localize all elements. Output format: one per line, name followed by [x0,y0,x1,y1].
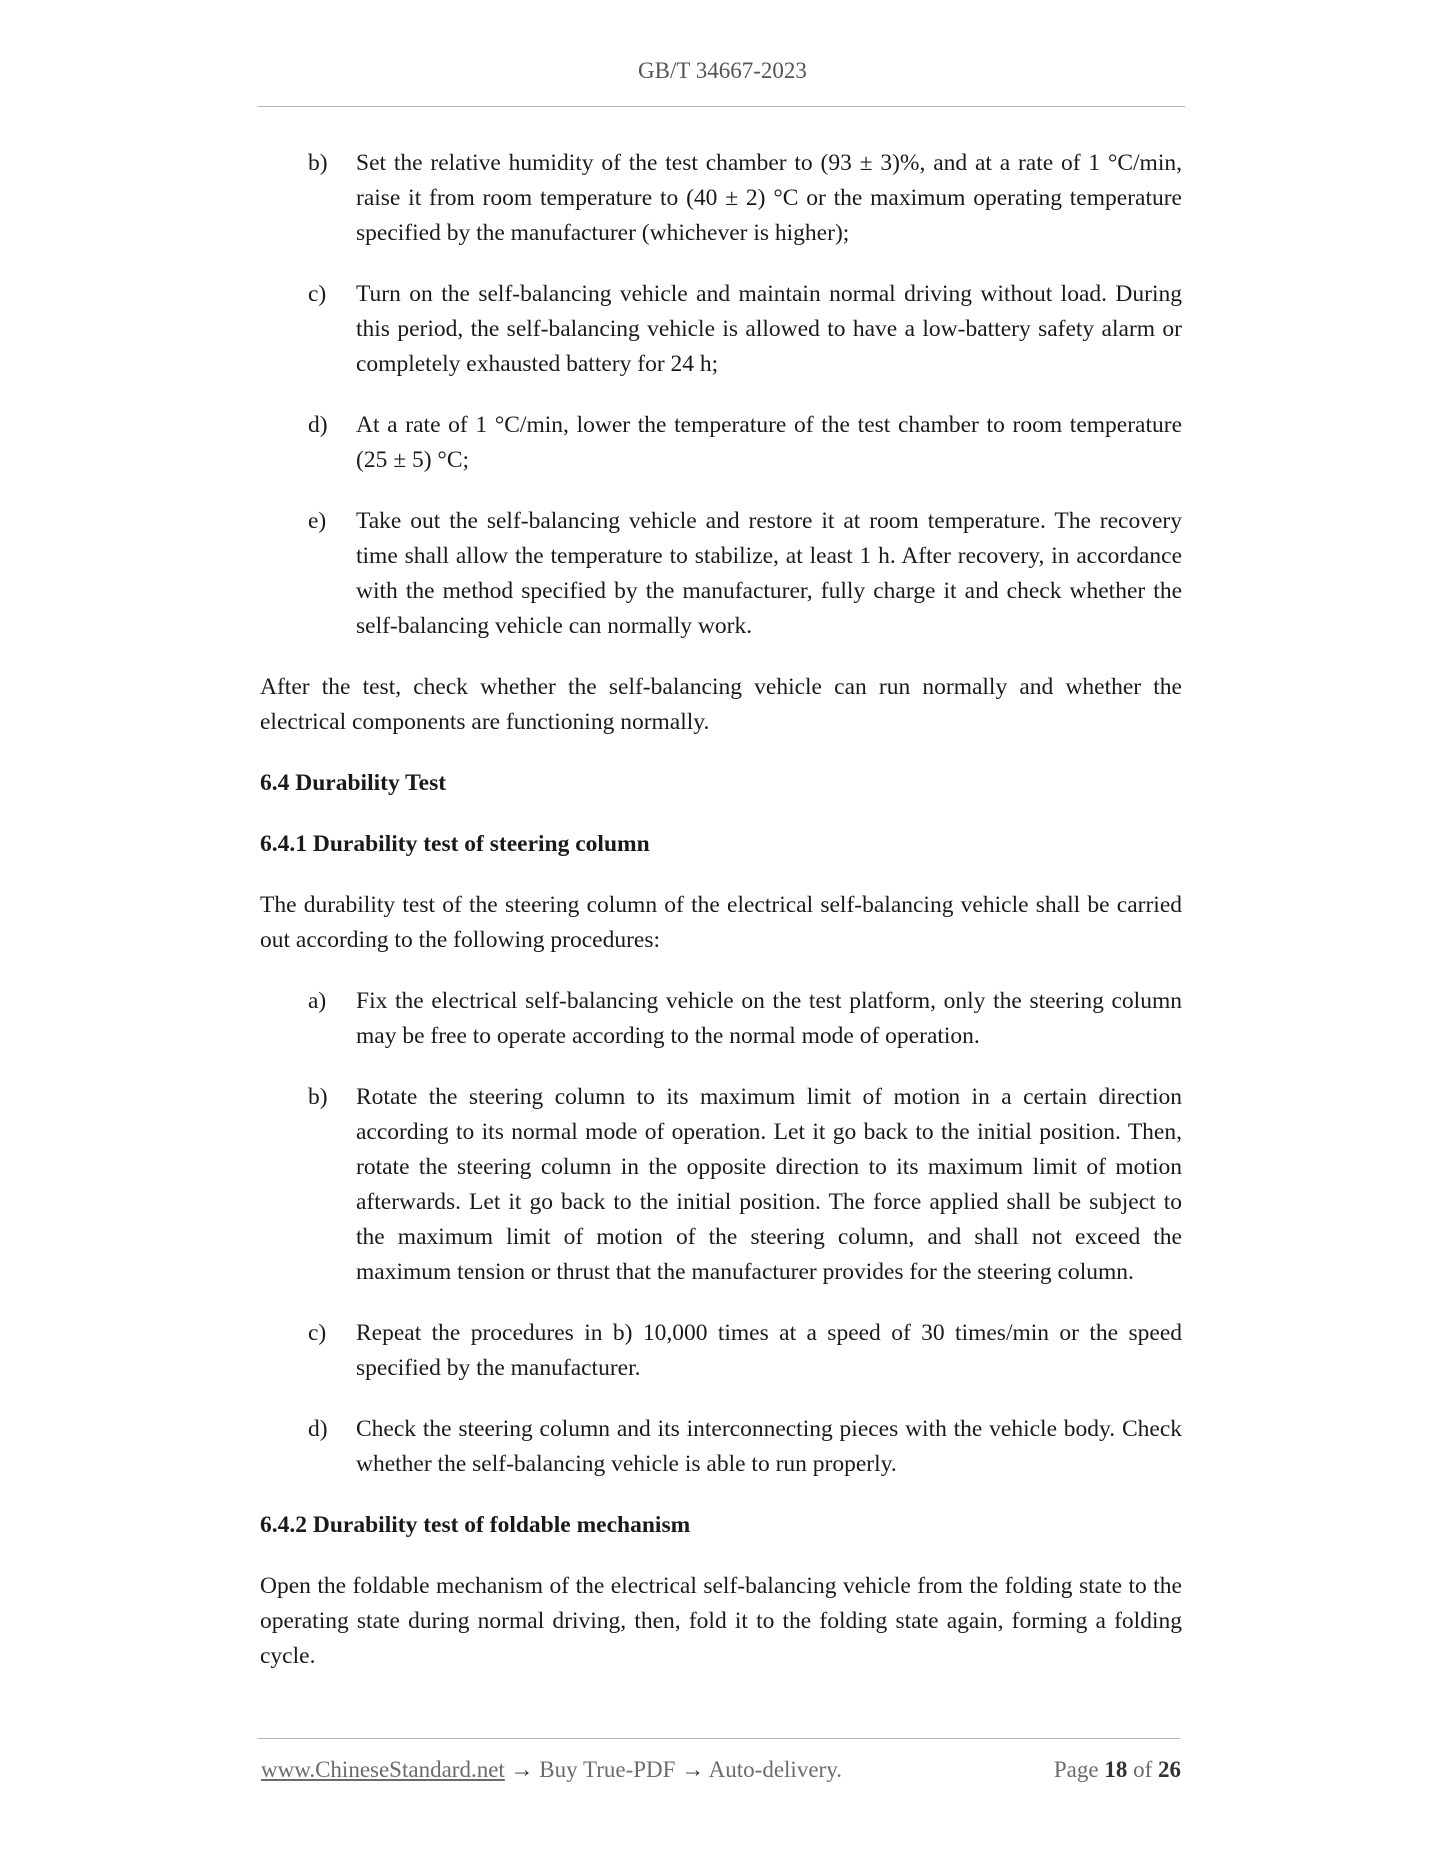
of-label: of [1133,1757,1153,1782]
auto-delivery-text: Auto-delivery. [708,1757,842,1782]
list-marker: e) [308,508,327,534]
section-heading-6-4-2: 6.4.2 Durability test of foldable mechanism [260,1512,691,1538]
page-footer [261,1757,1181,1783]
section-heading-6-4: 6.4 Durability Test [260,770,447,796]
paragraph-6-4-1: The durability test of the steering column of the electrical self-balancing vehicle shall be carried out according to the following procedures: [260,892,1182,953]
page-indicator [1054,1757,1181,1783]
list-text: Set the relative humidity of the test chamber to (93 ± 3)%, and at a rate of 1 °C/min, raise it from room temperature to (40 ± 2) °C or the maximum operating temperature specified by the manufacturer (whichever is higher); [356,150,1182,246]
list-marker: c) [308,281,327,307]
list-text: Fix the electrical self-balancing vehicle on the test platform, only the steering column may be free to operate according to the normal mode of operation. [356,988,1182,1049]
list-item [260,277,1182,382]
page-label: Page [1053,1757,1099,1782]
list-marker: d) [308,412,328,438]
page-number: 18 [1104,1757,1128,1782]
list-text: At a rate of 1 °C/min, lower the temperature of the test chamber to room temperature (25 ± 5) °C; [356,412,1182,473]
list-item [260,504,1182,644]
header-divider [258,106,1185,107]
list-marker: b) [308,150,328,176]
list-marker: d) [308,1416,328,1442]
list-item [260,1316,1182,1386]
list-marker: c) [308,1320,327,1346]
arrow-right-icon: → [510,1757,534,1782]
list-marker: b) [308,1084,328,1110]
list-text: Rotate the steering column to its maximum limit of motion in a certain direction according to its normal mode of operation. Let it go back to the initial position. Then, rotate the steering column in the opposite direction to its maximum limit of motion afterwards. Let it go back to the initial position. The force applied shall be subject to the maximum limit of motion of the steering column, and shall not exceed the maximum tension or thrust that the manufacturer provides for the steering column. [356,1084,1182,1285]
list-item [260,146,1182,251]
list-item [260,984,1182,1054]
document-body [260,146,1182,1700]
list-text: Turn on the self-balancing vehicle and maintain normal driving without load. During this period, the self-balancing vehicle is allowed to have a low-battery safety alarm or completely exhausted battery for 24 h; [356,281,1182,377]
list-item [260,408,1182,478]
list-item [260,1412,1182,1482]
footer-divider [258,1738,1180,1739]
paragraph-after-test: After the test, check whether the self-balancing vehicle can run normally and whether the electrical components are functioning normally. [260,674,1182,735]
arrow-right-icon: → [681,1757,705,1782]
site-link[interactable]: www.ChineseStandard.net [261,1757,505,1782]
paragraph-6-4-2: Open the foldable mechanism of the electrical self-balancing vehicle from the folding state to the operating state during normal driving, then, fold it to the folding state again, forming a folding cycle. [260,1573,1182,1669]
footer-links [261,1757,842,1783]
list-item [260,1080,1182,1290]
list-text: Take out the self-balancing vehicle and restore it at room temperature. The recovery time shall allow the temperature to stabilize, at least 1 h. After recovery, in accordance with the method specified by the manufacturer, fully charge it and check whether the self-balancing vehicle can normally work. [356,508,1182,639]
list-text: Repeat the procedures in b) 10,000 times at a speed of 30 times/min or the speed specified by the manufacturer. [356,1320,1182,1381]
standard-code: GB/T 34667-2023 [638,58,807,83]
list-marker: a) [308,988,327,1014]
list-text: Check the steering column and its interconnecting pieces with the vehicle body. Check whether the self-balancing vehicle is able to run properly. [356,1416,1182,1477]
section-heading-6-4-1: 6.4.1 Durability test of steering column [260,831,650,857]
page-header [0,58,1445,84]
buy-pdf-link[interactable]: Buy True-PDF [539,1757,676,1782]
page-total: 26 [1158,1757,1181,1782]
